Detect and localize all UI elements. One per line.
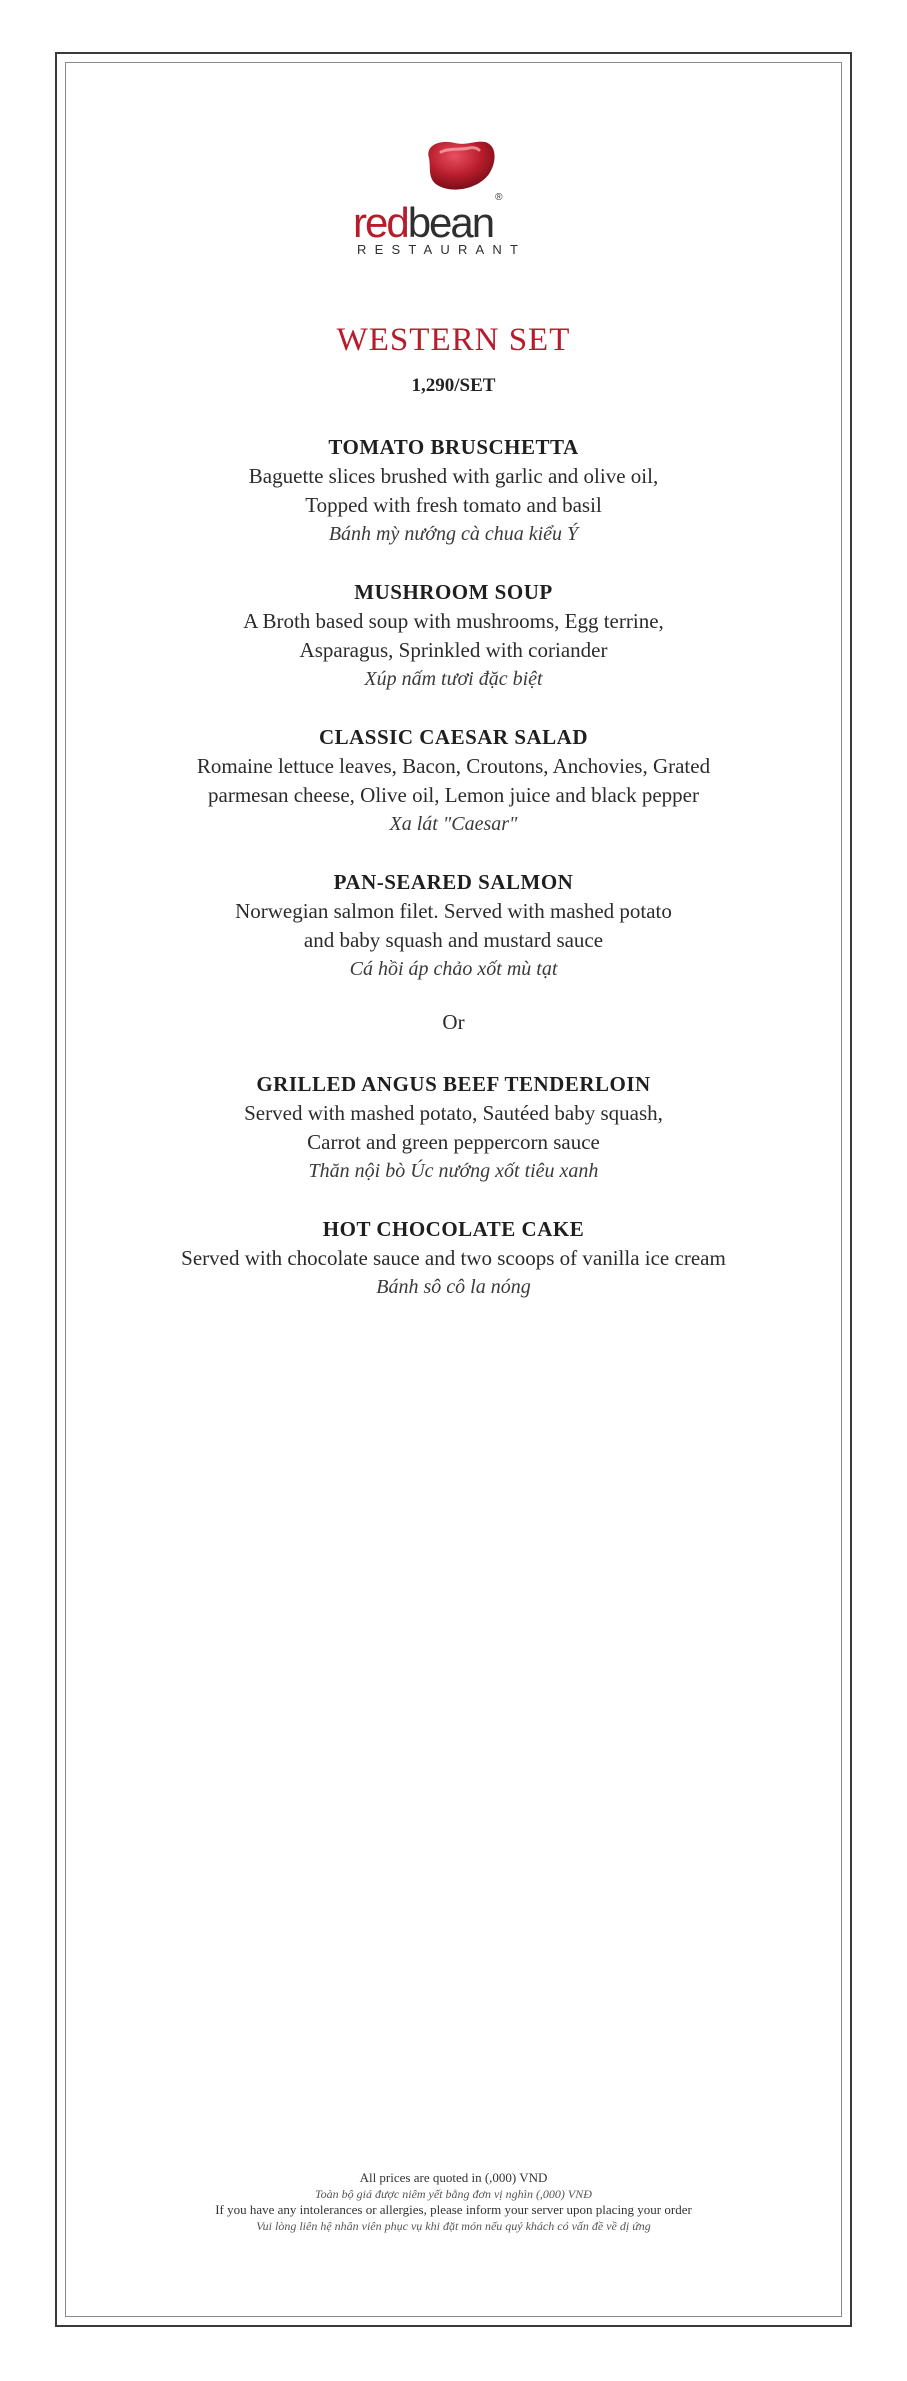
course-item bbox=[74, 432, 834, 549]
course-vietnamese-name: Bánh mỳ nướng cà chua kiểu Ý bbox=[328, 523, 579, 545]
course-vietnamese-name: Xúp nấm tươi đặc biệt bbox=[364, 668, 543, 690]
registered-mark: ® bbox=[495, 192, 503, 203]
course-item bbox=[74, 1069, 834, 1186]
allergy-note-vietnamese: Vui lòng liên hệ nhân viên phục vụ khi đặt món nếu quý khách có vấn đề về dị ứng bbox=[256, 2219, 651, 2233]
footer-notes bbox=[0, 2170, 907, 2234]
course-vietnamese-name: Cá hồi áp chảo xốt mù tạt bbox=[349, 958, 558, 980]
course-item bbox=[74, 722, 834, 839]
course-vietnamese-name: Thăn nội bò Úc nướng xốt tiêu xanh bbox=[308, 1160, 599, 1182]
or-separator: Or bbox=[442, 1010, 465, 1034]
course-name: GRILLED ANGUS BEEF TENDERLOIN bbox=[256, 1072, 651, 1096]
course-description: Norwegian salmon filet. Served with mashed potato bbox=[235, 899, 672, 923]
course-vietnamese-name: Xa lát "Caesar" bbox=[389, 813, 518, 835]
menu-title: WESTERN SET bbox=[336, 322, 571, 358]
course-vietnamese-name: Bánh sô cô la nóng bbox=[376, 1276, 531, 1298]
course-description: Served with chocolate sauce and two scoops of vanilla ice cream bbox=[181, 1246, 726, 1270]
brand-wordmark bbox=[353, 192, 563, 246]
menu-list bbox=[0, 432, 907, 1330]
course-description: and baby squash and mustard sauce bbox=[303, 928, 604, 952]
course-name: PAN-SEARED SALMON bbox=[333, 870, 574, 894]
price-note-vietnamese: Toàn bộ giá được niêm yết bằng đơn vị nghìn (,000) VNĐ bbox=[315, 2187, 592, 2201]
course-description: Asparagus, Sprinkled with coriander bbox=[299, 638, 608, 662]
allergy-note: If you have any intolerances or allergies, please inform your server upon placing your order bbox=[215, 2202, 692, 2217]
course-description: A Broth based soup with mushrooms, Egg terrine, bbox=[243, 609, 664, 633]
course-description: Served with mashed potato, Sautéed baby squash, bbox=[244, 1101, 663, 1125]
course-description: parmesan cheese, Olive oil, Lemon juice and black pepper bbox=[208, 783, 699, 807]
course-description: Baguette slices brushed with garlic and olive oil, bbox=[248, 464, 659, 488]
brand-red: red bbox=[353, 199, 408, 246]
course-name: CLASSIC CAESAR SALAD bbox=[318, 725, 589, 749]
course-name: HOT CHOCOLATE CAKE bbox=[322, 1217, 585, 1241]
course-description: Romaine lettuce leaves, Bacon, Croutons, Anchovies, Grated bbox=[196, 754, 711, 778]
brand-dark: bean bbox=[407, 199, 494, 246]
course-description: Carrot and green peppercorn sauce bbox=[307, 1130, 600, 1154]
course-item bbox=[74, 1214, 834, 1302]
menu-price: 1,290/SET bbox=[411, 375, 496, 396]
course-name: MUSHROOM SOUP bbox=[354, 580, 553, 604]
price-note: All prices are quoted in (,000) VND bbox=[359, 2170, 548, 2185]
red-bean-icon bbox=[421, 138, 497, 192]
course-description: Topped with fresh tomato and basil bbox=[305, 493, 602, 517]
course-name: TOMATO BRUSCHETTA bbox=[328, 435, 579, 459]
course-item bbox=[74, 867, 834, 984]
course-item bbox=[74, 577, 834, 694]
brand-subtitle: RESTAURANT bbox=[357, 242, 527, 257]
restaurant-logo bbox=[353, 136, 563, 261]
